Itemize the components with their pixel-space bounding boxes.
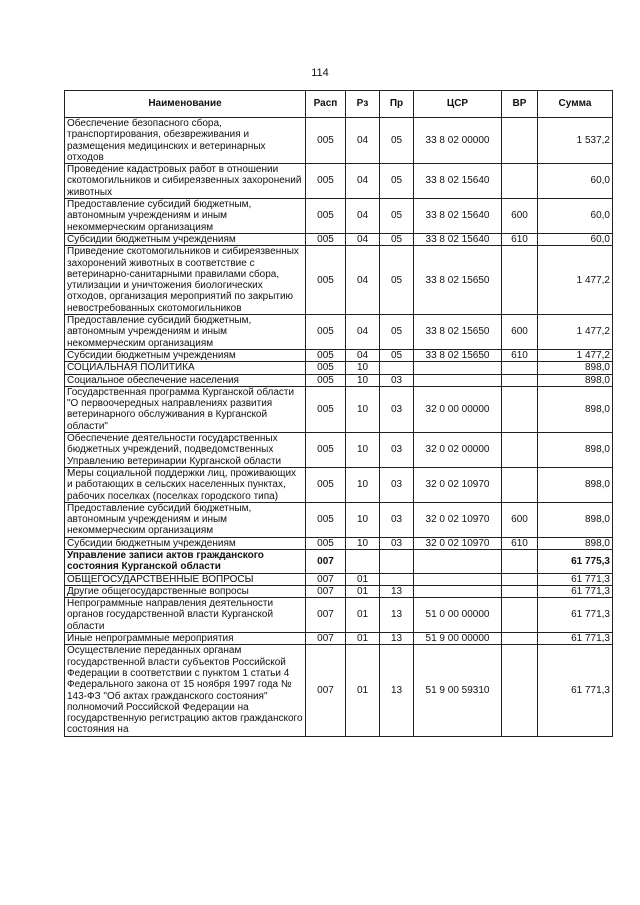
table-row	[65, 118, 613, 164]
table-row	[65, 433, 613, 468]
cell-rz: 01	[346, 598, 380, 633]
table-row	[65, 362, 613, 374]
header-name: Наименование	[65, 91, 306, 118]
cell-rasp: 005	[306, 233, 346, 245]
table-row	[65, 233, 613, 245]
cell-rz: 04	[346, 246, 380, 315]
table-row	[65, 598, 613, 633]
cell-vr	[502, 598, 538, 633]
cell-sum: 60,0	[538, 199, 613, 234]
cell-name: ОБЩЕГОСУДАРСТВЕННЫЕ ВОПРОСЫ	[65, 573, 306, 585]
cell-csr: 32 0 02 10970	[414, 502, 502, 537]
cell-vr: 610	[502, 349, 538, 361]
cell-sum: 60,0	[538, 164, 613, 199]
cell-rasp: 005	[306, 386, 346, 432]
cell-csr: 51 9 00 00000	[414, 633, 502, 645]
cell-rasp: 005	[306, 246, 346, 315]
cell-pr: 03	[380, 537, 414, 549]
cell-pr: 13	[380, 598, 414, 633]
cell-name: Приведение скотомогильников и сибиреязвенных захоронений животных в соответствие с ветеринарно-санитарными правилами сбора, утилизации и уничтожения биологических отходов, организация мероприятий по закрытию невостребованных скотомогильников	[65, 246, 306, 315]
table-row	[65, 349, 613, 361]
table-row	[65, 573, 613, 585]
table-row	[65, 549, 613, 573]
cell-name: Субсидии бюджетным учреждениям	[65, 233, 306, 245]
cell-vr	[502, 374, 538, 386]
cell-vr	[502, 164, 538, 199]
cell-vr	[502, 433, 538, 468]
table-row	[65, 374, 613, 386]
cell-rz: 10	[346, 502, 380, 537]
cell-rz: 04	[346, 315, 380, 350]
cell-csr	[414, 549, 502, 573]
cell-rasp: 005	[306, 537, 346, 549]
cell-vr: 600	[502, 199, 538, 234]
cell-name: Предоставление субсидий бюджетным, автономным учреждениям и иным некоммерческим организациям	[65, 199, 306, 234]
cell-rasp: 007	[306, 645, 346, 736]
cell-rasp: 005	[306, 467, 346, 502]
cell-pr: 05	[380, 118, 414, 164]
cell-name: Социальное обеспечение населения	[65, 374, 306, 386]
cell-pr: 03	[380, 433, 414, 468]
cell-pr: 05	[380, 246, 414, 315]
cell-name: Субсидии бюджетным учреждениям	[65, 537, 306, 549]
cell-sum: 60,0	[538, 233, 613, 245]
cell-sum: 898,0	[538, 537, 613, 549]
cell-rz: 04	[346, 233, 380, 245]
cell-rasp: 005	[306, 118, 346, 164]
cell-name: Предоставление субсидий бюджетным, автономным учреждениям и иным некоммерческим организациям	[65, 502, 306, 537]
cell-pr: 05	[380, 164, 414, 199]
cell-csr: 32 0 02 00000	[414, 433, 502, 468]
cell-name: Предоставление субсидий бюджетным, автономным учреждениям и иным некоммерческим организациям	[65, 315, 306, 350]
cell-csr: 33 8 02 15640	[414, 233, 502, 245]
cell-vr: 610	[502, 233, 538, 245]
cell-pr: 13	[380, 633, 414, 645]
cell-vr	[502, 467, 538, 502]
table-header-row	[65, 91, 613, 118]
cell-csr	[414, 362, 502, 374]
cell-sum: 1 477,2	[538, 349, 613, 361]
header-sum: Сумма	[538, 91, 613, 118]
cell-vr: 600	[502, 502, 538, 537]
cell-vr	[502, 585, 538, 597]
cell-rasp: 007	[306, 585, 346, 597]
cell-sum: 898,0	[538, 502, 613, 537]
table-row	[65, 633, 613, 645]
table-row	[65, 502, 613, 537]
cell-sum: 898,0	[538, 374, 613, 386]
cell-csr: 32 0 02 10970	[414, 467, 502, 502]
cell-rz: 10	[346, 386, 380, 432]
cell-pr: 03	[380, 374, 414, 386]
cell-csr: 33 8 02 15650	[414, 349, 502, 361]
cell-pr: 13	[380, 645, 414, 736]
header-rasp: Расп	[306, 91, 346, 118]
cell-sum: 898,0	[538, 433, 613, 468]
cell-vr	[502, 573, 538, 585]
cell-csr	[414, 585, 502, 597]
cell-name: Обеспечение деятельности государственных бюджетных учреждений, подведомственных Управлению ветеринарии Курганской области	[65, 433, 306, 468]
cell-rz: 01	[346, 645, 380, 736]
cell-sum: 898,0	[538, 386, 613, 432]
cell-sum: 1 537,2	[538, 118, 613, 164]
table-row	[65, 467, 613, 502]
cell-rasp: 005	[306, 433, 346, 468]
table-row	[65, 386, 613, 432]
cell-rasp: 005	[306, 349, 346, 361]
cell-csr: 51 0 00 00000	[414, 598, 502, 633]
table-row	[65, 315, 613, 350]
cell-pr	[380, 573, 414, 585]
cell-name: Непрограммные направления деятельности органов государственной власти Курганской области	[65, 598, 306, 633]
cell-pr	[380, 362, 414, 374]
cell-sum: 61 771,3	[538, 585, 613, 597]
cell-name: Осуществление переданных органам государственной власти субъектов Российской Федерации в соответствии с пунктом 1 статьи 4 Федерального закона от 15 ноября 1997 года № 143-ФЗ "Об актах гражданского состояния" полномочий Российской Федерации на государственную регистрацию актов гражданского состояния на	[65, 645, 306, 736]
cell-rz: 04	[346, 164, 380, 199]
cell-pr: 05	[380, 199, 414, 234]
cell-rasp: 005	[306, 502, 346, 537]
cell-csr: 51 9 00 59310	[414, 645, 502, 736]
cell-vr: 610	[502, 537, 538, 549]
cell-rz: 04	[346, 199, 380, 234]
cell-name: Государственная программа Курганской области "О первоочередных направлениях развития ветеринарного обслуживания в Курганской области"	[65, 386, 306, 432]
cell-csr	[414, 374, 502, 386]
cell-rz: 01	[346, 585, 380, 597]
cell-rz: 01	[346, 573, 380, 585]
cell-pr: 03	[380, 386, 414, 432]
cell-vr: 600	[502, 315, 538, 350]
cell-rasp: 005	[306, 315, 346, 350]
cell-pr: 13	[380, 585, 414, 597]
cell-rasp: 007	[306, 549, 346, 573]
cell-pr: 05	[380, 315, 414, 350]
cell-pr	[380, 549, 414, 573]
header-csr: ЦСР	[414, 91, 502, 118]
cell-rz: 01	[346, 633, 380, 645]
cell-name: Меры социальной поддержки лиц, проживающих и работающих в сельских населенных пунктах, рабочих поселках (поселках городского типа)	[65, 467, 306, 502]
cell-vr	[502, 118, 538, 164]
cell-sum: 1 477,2	[538, 315, 613, 350]
budget-table	[64, 90, 613, 737]
cell-csr: 32 0 02 10970	[414, 537, 502, 549]
page-number: 114	[311, 67, 329, 79]
cell-rasp: 007	[306, 633, 346, 645]
cell-name: СОЦИАЛЬНАЯ ПОЛИТИКА	[65, 362, 306, 374]
cell-name: Субсидии бюджетным учреждениям	[65, 349, 306, 361]
cell-sum: 898,0	[538, 467, 613, 502]
cell-rasp: 005	[306, 362, 346, 374]
cell-sum: 61 771,3	[538, 645, 613, 736]
cell-pr: 03	[380, 467, 414, 502]
cell-sum: 898,0	[538, 362, 613, 374]
cell-csr: 33 8 02 00000	[414, 118, 502, 164]
cell-sum: 61 771,3	[538, 573, 613, 585]
table-row	[65, 537, 613, 549]
cell-rz: 04	[346, 349, 380, 361]
cell-vr	[502, 549, 538, 573]
table-row	[65, 246, 613, 315]
cell-name: Другие общегосударственные вопросы	[65, 585, 306, 597]
cell-csr	[414, 573, 502, 585]
cell-vr	[502, 362, 538, 374]
cell-csr: 32 0 00 00000	[414, 386, 502, 432]
cell-vr	[502, 633, 538, 645]
cell-rz: 10	[346, 537, 380, 549]
cell-rz: 10	[346, 362, 380, 374]
cell-vr	[502, 246, 538, 315]
cell-csr: 33 8 02 15650	[414, 246, 502, 315]
table-row	[65, 645, 613, 736]
cell-name: Обеспечение безопасного сбора, транспортирования, обезвреживания и размещения медицинских и ветеринарных отходов	[65, 118, 306, 164]
cell-rz: 10	[346, 374, 380, 386]
cell-rz: 10	[346, 467, 380, 502]
cell-name: Проведение кадастровых работ в отношении скотомогильников и сибиреязвенных захоронений животных	[65, 164, 306, 199]
cell-pr: 05	[380, 233, 414, 245]
cell-sum: 61 771,3	[538, 598, 613, 633]
cell-csr: 33 8 02 15650	[414, 315, 502, 350]
cell-csr: 33 8 02 15640	[414, 164, 502, 199]
cell-vr	[502, 386, 538, 432]
cell-sum: 1 477,2	[538, 246, 613, 315]
cell-vr	[502, 645, 538, 736]
table-row	[65, 199, 613, 234]
header-rz: Рз	[346, 91, 380, 118]
cell-rasp: 005	[306, 164, 346, 199]
header-vr: ВР	[502, 91, 538, 118]
cell-sum: 61 775,3	[538, 549, 613, 573]
cell-rz: 10	[346, 433, 380, 468]
cell-rz	[346, 549, 380, 573]
cell-name: Управление записи актов гражданского состояния Курганской области	[65, 549, 306, 573]
table-row	[65, 585, 613, 597]
header-pr: Пр	[380, 91, 414, 118]
cell-rz: 04	[346, 118, 380, 164]
cell-pr: 03	[380, 502, 414, 537]
cell-rasp: 005	[306, 374, 346, 386]
cell-rasp: 005	[306, 199, 346, 234]
cell-pr: 05	[380, 349, 414, 361]
cell-rasp: 007	[306, 598, 346, 633]
cell-csr: 33 8 02 15640	[414, 199, 502, 234]
cell-name: Иные непрограммные мероприятия	[65, 633, 306, 645]
cell-sum: 61 771,3	[538, 633, 613, 645]
cell-rasp: 007	[306, 573, 346, 585]
table-row	[65, 164, 613, 199]
